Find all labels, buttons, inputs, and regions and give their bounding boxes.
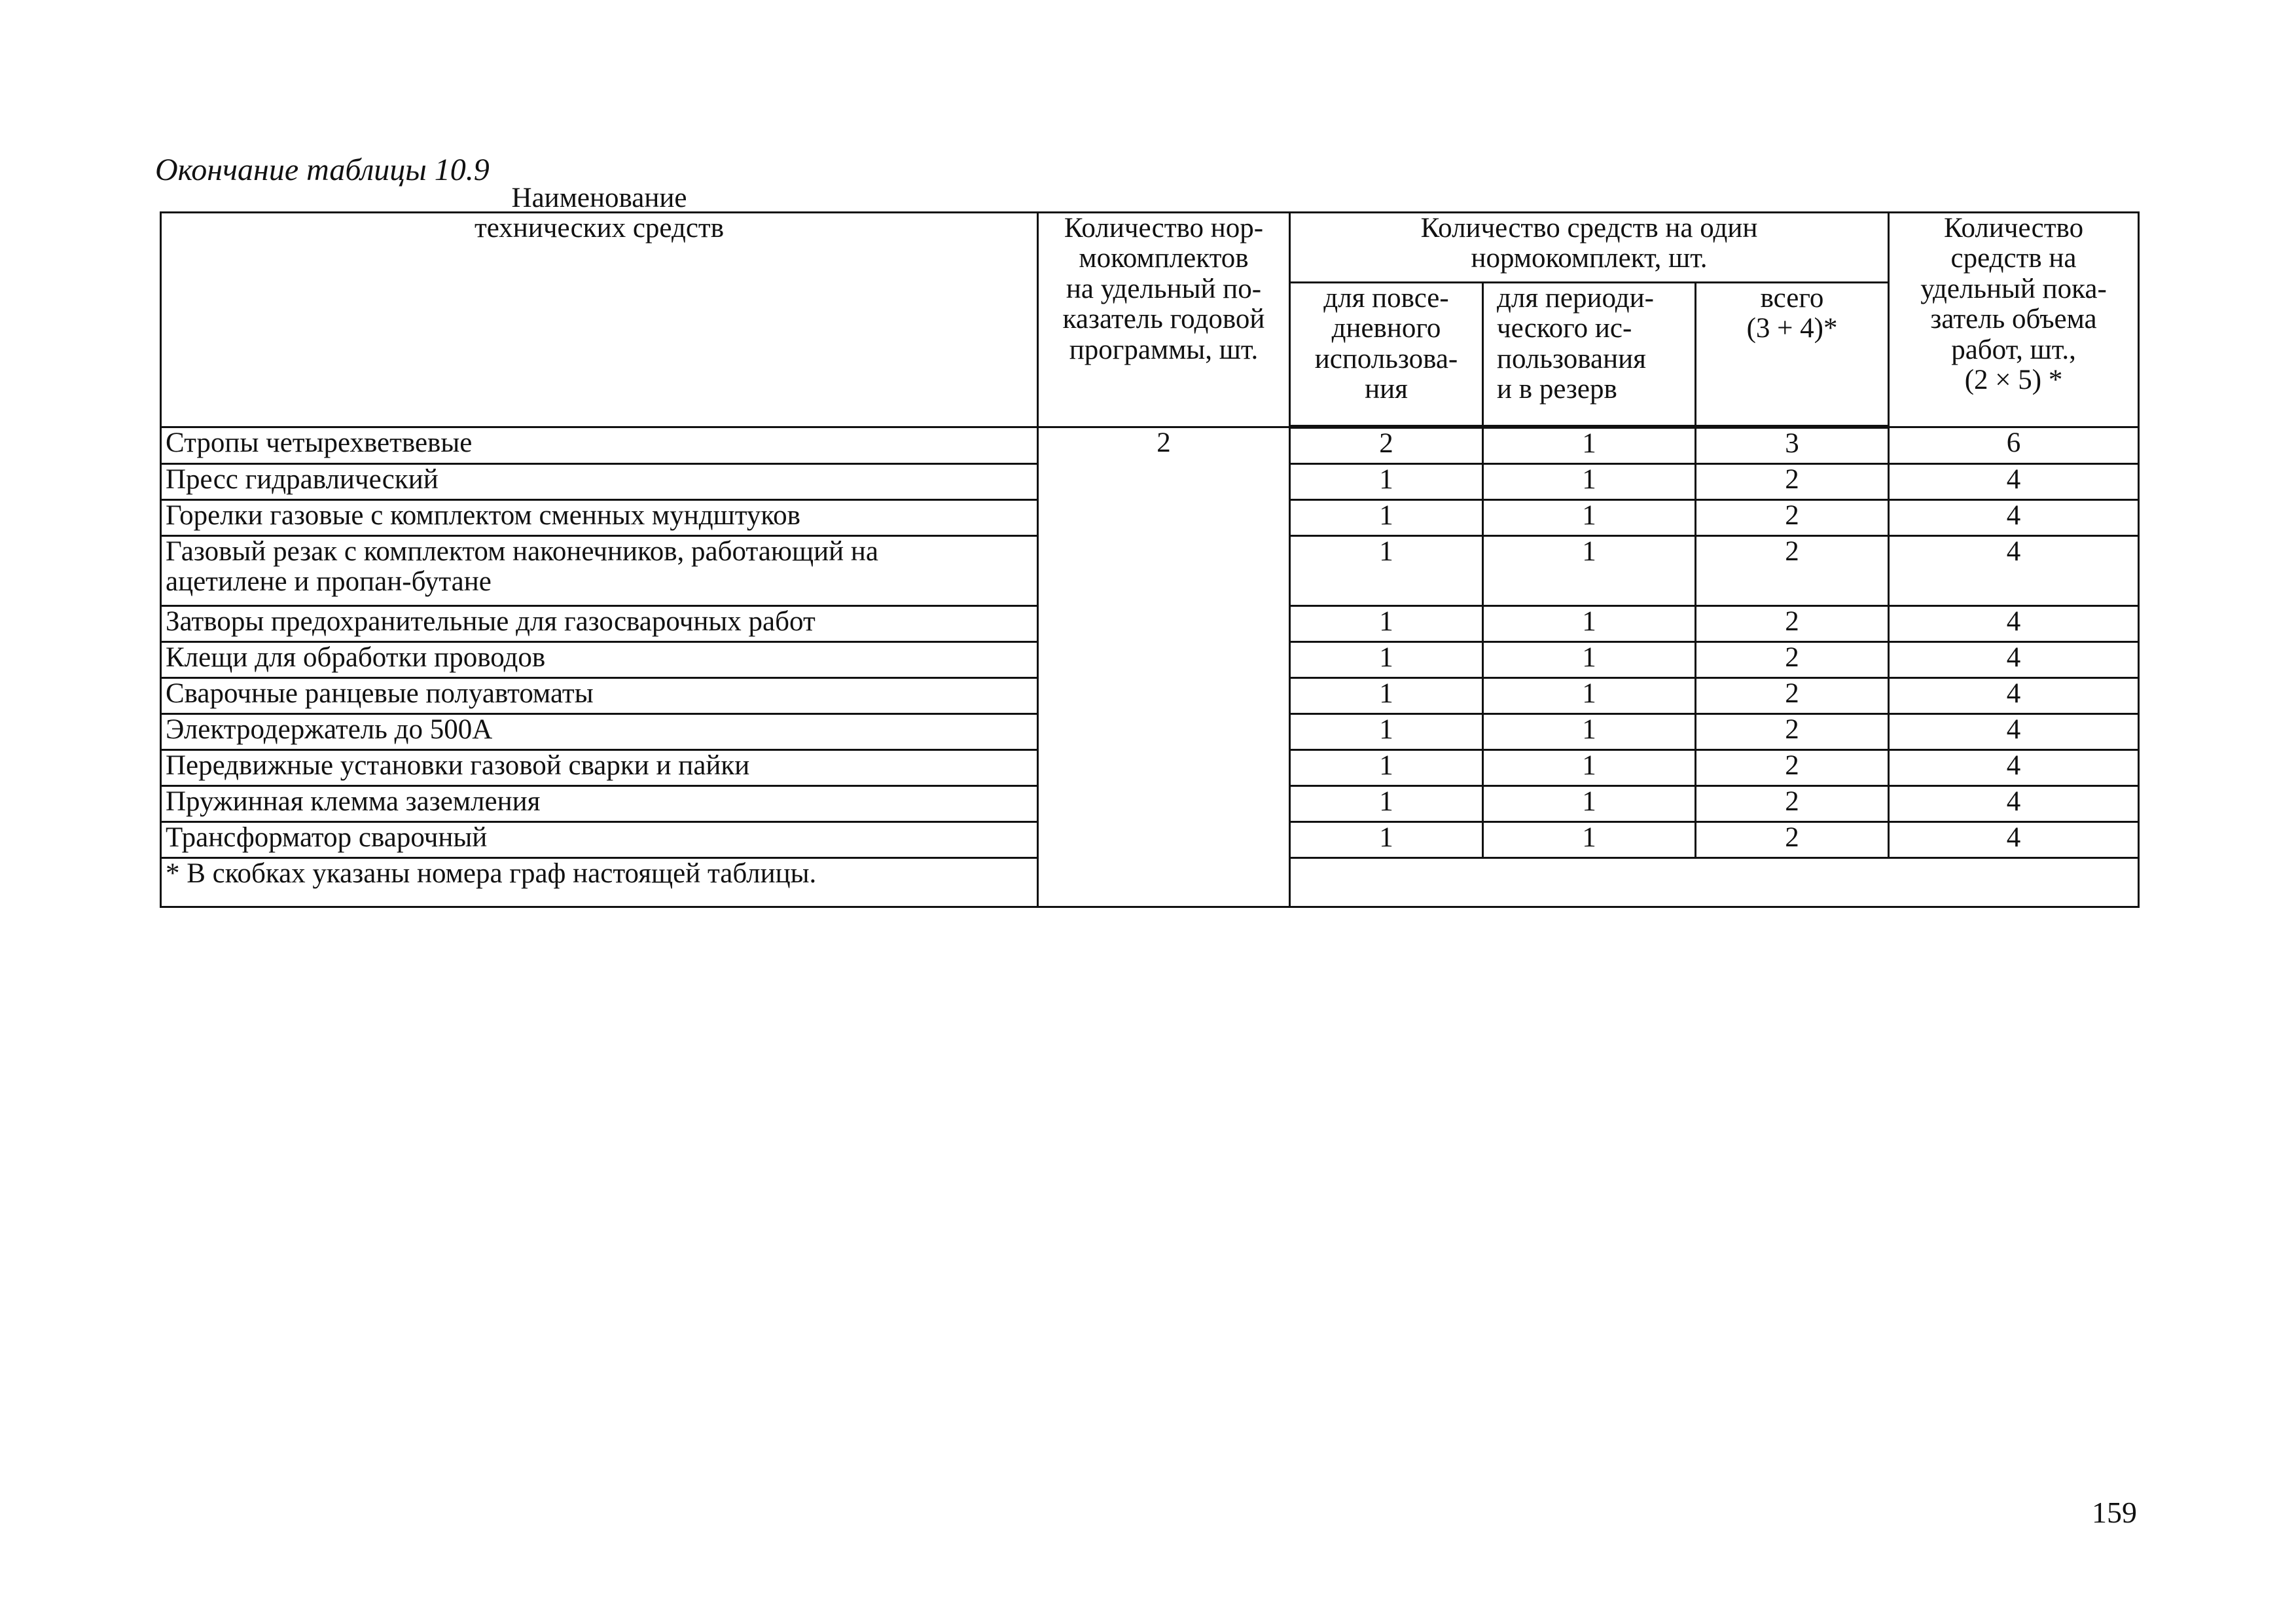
header-daily-line-3: использова-	[1314, 343, 1458, 374]
table-row	[161, 427, 2139, 464]
page-number: 159	[2092, 1496, 2137, 1529]
cell-name: Электродержатель до 500А	[161, 714, 1038, 750]
header-periodic-line-3: пользования	[1497, 343, 1646, 374]
footnote-row	[161, 858, 2139, 907]
cell-total: 3	[1696, 427, 1889, 464]
header-name	[161, 183, 1038, 427]
cell-name-line-1: Газовый резак с комплектом наконечников, работающий на	[166, 536, 878, 567]
cell-qty: 6	[1889, 427, 2139, 464]
cell-name	[161, 536, 1038, 606]
cell-qty: 4	[1889, 786, 2139, 822]
cell-daily: 1	[1290, 642, 1483, 678]
header-total-line-1: всего	[1760, 283, 1824, 314]
header-row-1	[161, 213, 2139, 283]
header-name-line-2: технических средств	[474, 213, 725, 244]
cell-daily: 1	[1290, 464, 1483, 500]
cell-total: 2	[1696, 750, 1889, 786]
header-qty-line-5: работ, шт.,	[1951, 334, 2076, 365]
cell-daily: 1	[1290, 678, 1483, 714]
cell-name: Передвижные установки газовой сварки и пайки	[161, 750, 1038, 786]
header-kits	[1038, 213, 1290, 427]
header-qty	[1889, 213, 2139, 427]
cell-name: Сварочные ранцевые полуавтоматы	[161, 678, 1038, 714]
cell-name: Затворы предохранительные для газосварочных работ	[161, 606, 1038, 642]
header-total	[1696, 283, 1889, 427]
cell-periodic: 1	[1483, 750, 1696, 786]
header-kits-line-2: мокомплектов	[1079, 243, 1249, 274]
cell-daily: 1	[1290, 786, 1483, 822]
cell-periodic: 1	[1483, 500, 1696, 536]
cell-name: Пресс гидравлический	[161, 464, 1038, 500]
cell-name: Клещи для обработки проводов	[161, 642, 1038, 678]
cell-qty: 4	[1889, 500, 2139, 536]
cell-qty: 4	[1889, 536, 2139, 606]
header-kits-line-5: программы, шт.	[1069, 334, 1259, 365]
cell-daily: 1	[1290, 536, 1483, 606]
cell-name: Горелки газовые с комплектом сменных мундштуков	[161, 500, 1038, 536]
header-periodic	[1483, 283, 1696, 427]
cell-name: Пружинная клемма заземления	[161, 786, 1038, 822]
header-qty-line-3: удельный пока-	[1920, 273, 2107, 304]
header-periodic-line-1: для периоди-	[1497, 283, 1654, 314]
cell-total: 2	[1696, 464, 1889, 500]
cell-periodic: 1	[1483, 427, 1696, 464]
header-qty-line-1: Количество	[1943, 213, 2084, 244]
cell-kits: 2	[1038, 427, 1290, 907]
cell-daily: 1	[1290, 750, 1483, 786]
cell-name-line-2: ацетилене и пропан-бутане	[166, 566, 492, 598]
cell-periodic: 1	[1483, 678, 1696, 714]
header-total-line-2: (3 + 4)*	[1746, 313, 1838, 344]
cell-periodic: 1	[1483, 464, 1696, 500]
header-daily	[1290, 283, 1483, 427]
cell-daily: 1	[1290, 606, 1483, 642]
cell-periodic: 1	[1483, 606, 1696, 642]
cell-periodic: 1	[1483, 714, 1696, 750]
header-kits-line-1: Количество нор-	[1064, 213, 1264, 244]
cell-name: Стропы четырехветвевые	[161, 427, 1038, 464]
header-daily-line-4: ния	[1365, 374, 1408, 405]
header-per-kit-line-2: нормокомплект, шт.	[1471, 243, 1708, 274]
header-per-kit	[1290, 213, 1889, 283]
cell-total: 2	[1696, 714, 1889, 750]
header-name-line-1: Наименование	[511, 183, 687, 213]
cell-total: 2	[1696, 606, 1889, 642]
cell-daily: 1	[1290, 500, 1483, 536]
cell-total: 2	[1696, 822, 1889, 858]
cell-qty: 4	[1889, 464, 2139, 500]
cell-qty: 4	[1889, 750, 2139, 786]
header-kits-line-4: казатель годовой	[1062, 304, 1265, 335]
cell-periodic: 1	[1483, 536, 1696, 606]
cell-total: 2	[1696, 678, 1889, 714]
cell-periodic: 1	[1483, 786, 1696, 822]
cell-periodic: 1	[1483, 642, 1696, 678]
header-per-kit-line-1: Количество средств на один	[1420, 213, 1758, 244]
header-daily-line-2: дневного	[1331, 313, 1441, 344]
cell-name: Трансформатор сварочный	[161, 822, 1038, 858]
cell-total: 2	[1696, 642, 1889, 678]
header-qty-line-6: (2 × 5) *	[1964, 365, 2063, 396]
equipment-table	[160, 183, 2140, 908]
header-kits-line-3: на удельный по-	[1066, 273, 1262, 304]
cell-periodic: 1	[1483, 822, 1696, 858]
cell-daily: 1	[1290, 822, 1483, 858]
cell-qty: 4	[1889, 714, 2139, 750]
cell-qty: 4	[1889, 606, 2139, 642]
cell-total: 2	[1696, 786, 1889, 822]
table-caption: Окончание таблицы 10.9	[155, 153, 490, 187]
header-periodic-line-4: и в резерв	[1497, 374, 1617, 405]
cell-total: 2	[1696, 536, 1889, 606]
header-periodic-line-2: ческого ис-	[1497, 313, 1632, 344]
header-qty-line-2: средств на	[1950, 243, 2077, 274]
footnote: * В скобках указаны номера граф настоящей таблицы.	[161, 858, 2139, 907]
cell-daily: 1	[1290, 714, 1483, 750]
cell-qty: 4	[1889, 822, 2139, 858]
cell-qty: 4	[1889, 642, 2139, 678]
header-daily-line-1: для повсе-	[1323, 283, 1449, 314]
cell-total: 2	[1696, 500, 1889, 536]
cell-daily: 2	[1290, 427, 1483, 464]
header-qty-line-4: затель объема	[1930, 304, 2097, 335]
cell-qty: 4	[1889, 678, 2139, 714]
